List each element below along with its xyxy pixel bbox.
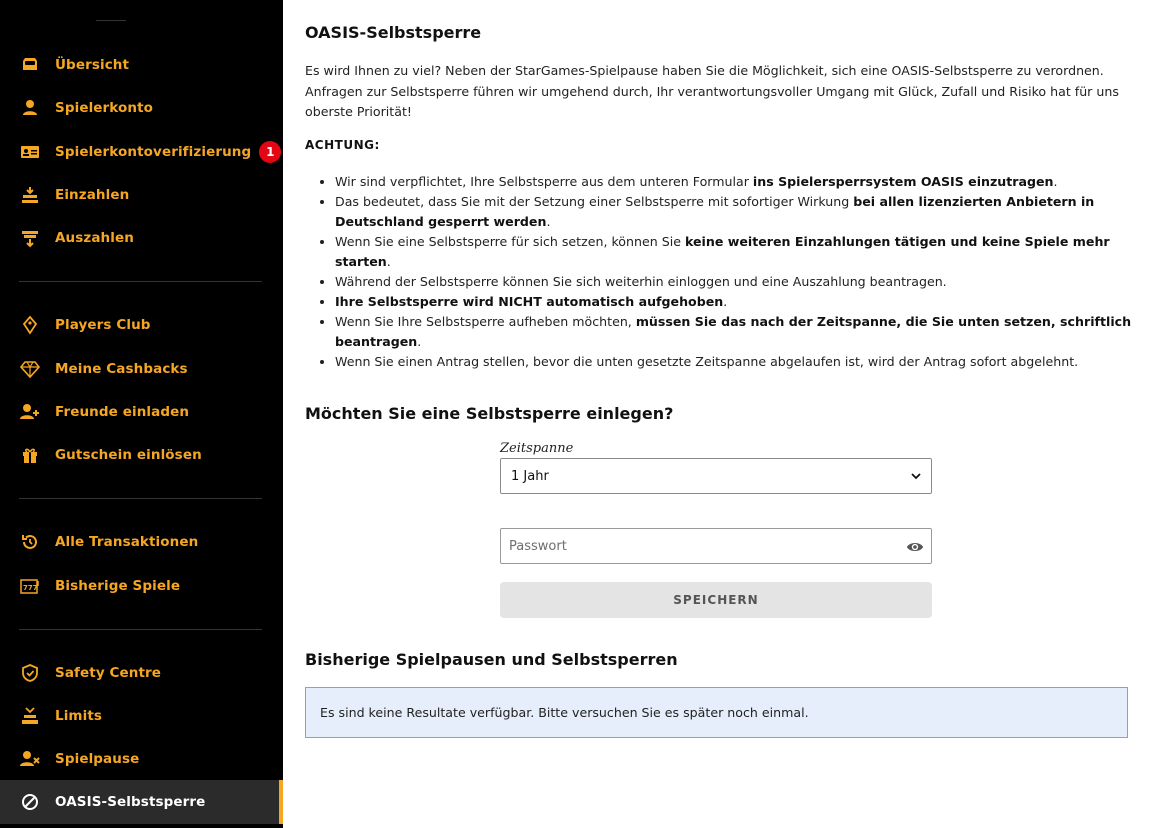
sidebar-item-bisherige-spiele[interactable]	[0, 564, 283, 608]
form-title: Möchten Sie eine Selbstsperre einlegen?	[305, 404, 674, 423]
sidebar-item-label: Meine Cashbacks	[55, 361, 188, 377]
password-field[interactable]	[500, 528, 932, 564]
save-button[interactable]: SPEICHERN	[500, 582, 932, 618]
ban-icon	[19, 791, 41, 813]
sidebar-item-label: Einzahlen	[55, 187, 130, 203]
deposit-icon	[19, 184, 41, 206]
slot-machine-icon	[19, 575, 41, 597]
list-item: • Wir sind verpflichtet, Ihre Selbstsperre aus dem unteren Formular ins Spielersperrsystem OASIS einzutragen.	[335, 172, 1135, 192]
sidebar-item-players-club[interactable]	[0, 303, 283, 347]
list-item: • Das bedeutet, dass Sie mit der Setzung einer Selbstsperre mit sofortiger Wirkung bei allen lizenzierten Anbietern in Deutschland gesperrt werden.	[335, 192, 1135, 232]
svg-text:777: 777	[23, 584, 38, 592]
chevron-down-icon	[910, 470, 922, 482]
diamond-icon	[19, 358, 41, 380]
sidebar-top-divider	[96, 20, 126, 21]
sidebar-item-uebersicht[interactable]	[0, 43, 283, 87]
sidebar-item-label: Safety Centre	[55, 665, 162, 681]
sidebar-item-label: Alle Transaktionen	[55, 534, 199, 550]
list-item: • Wenn Sie einen Antrag stellen, bevor die unten gesetzte Zeitspanne abgelaufen ist, wird der Antrag sofort abgelehnt.	[335, 352, 1135, 372]
gem-tag-icon	[19, 314, 41, 336]
sidebar-item-spielerkonto[interactable]	[0, 86, 283, 130]
sidebar	[0, 0, 283, 828]
gift-icon	[19, 444, 41, 466]
sidebar-item-freunde-einladen[interactable]	[0, 390, 283, 434]
page-title: OASIS-Selbstsperre	[305, 23, 482, 42]
sidebar-divider	[19, 281, 262, 282]
sidebar-item-safety-centre[interactable]	[0, 651, 283, 695]
period-value: 1 Jahr	[511, 468, 549, 484]
sidebar-item-label: Freunde einladen	[55, 404, 190, 420]
sidebar-item-label: Auszahlen	[55, 230, 134, 246]
sidebar-item-verifizierung[interactable]	[0, 130, 283, 174]
sidebar-item-oasis[interactable]	[0, 780, 283, 824]
empty-results-text: Es sind keine Resultate verfügbar. Bitte versuchen Sie es später noch einmal.	[320, 705, 809, 720]
inbox-icon	[19, 54, 41, 76]
intro-text: Es wird Ihnen zu viel? Neben der StarGames-Spielpause haben Sie die Möglichkeit, sich eine OASIS-Selbstsperre zu verordnen. Anfragen zur Selbstsperre führen wir umgehend durch, Ihr verantwortungsvoller Umgang mit Glück, Zufall und Risiko hat für uns oberste Priorität!	[305, 63, 1119, 119]
list-item: • Wenn Sie Ihre Selbstsperre aufheben möchten, müssen Sie das nach der Zeitspanne, die Sie unten setzen, schriftlich beantragen.	[335, 312, 1135, 352]
sidebar-item-label: OASIS-Selbstsperre	[55, 794, 206, 810]
history-icon	[19, 531, 41, 553]
sidebar-divider	[19, 498, 262, 499]
sidebar-item-label: Players Club	[55, 317, 151, 333]
id-card-icon	[19, 141, 41, 163]
user-plus-icon	[19, 401, 41, 423]
list-item: • Während der Selbstsperre können Sie sich weiterhin einloggen und eine Auszahlung beantragen.	[335, 272, 1135, 292]
shield-icon	[19, 662, 41, 684]
user-x-icon	[19, 748, 41, 770]
sidebar-divider	[19, 629, 262, 630]
withdraw-icon	[19, 227, 41, 249]
notification-badge: 1	[259, 141, 281, 163]
eye-icon[interactable]	[906, 538, 924, 556]
warning-list	[335, 172, 1135, 372]
sidebar-item-cashbacks[interactable]	[0, 347, 283, 391]
sidebar-item-auszahlen[interactable]	[0, 216, 283, 260]
period-select[interactable]	[500, 458, 932, 494]
limits-icon	[19, 705, 41, 727]
history-title: Bisherige Spielpausen und Selbstsperren	[305, 650, 678, 669]
sidebar-item-label: Spielpause	[55, 751, 140, 767]
sidebar-item-label: Bisherige Spiele	[55, 578, 181, 594]
sidebar-item-einzahlen[interactable]	[0, 173, 283, 217]
period-label: Zeitspanne	[500, 441, 574, 456]
user-icon	[19, 97, 41, 119]
sidebar-item-label: Gutschein einlösen	[55, 447, 202, 463]
sidebar-item-label: Übersicht	[55, 57, 130, 73]
sidebar-item-label: Spielerkontoverifizierung	[55, 144, 252, 160]
sidebar-item-limits[interactable]	[0, 694, 283, 738]
password-input[interactable]	[509, 539, 889, 554]
list-item: • Ihre Selbstsperre wird NICHT automatisch aufgehoben.	[335, 292, 1135, 312]
warning-heading: ACHTUNG:	[305, 138, 380, 152]
sidebar-item-transaktionen[interactable]	[0, 520, 283, 564]
sidebar-item-label: Limits	[55, 708, 103, 724]
empty-results-alert	[305, 687, 1128, 738]
sidebar-item-gutschein[interactable]	[0, 433, 283, 477]
list-item: • Wenn Sie eine Selbstsperre für sich setzen, können Sie keine weiteren Einzahlungen tätigen und keine Spiele mehr starten.	[335, 232, 1135, 272]
sidebar-item-spielpause[interactable]	[0, 737, 283, 781]
sidebar-item-label: Spielerkonto	[55, 100, 154, 116]
